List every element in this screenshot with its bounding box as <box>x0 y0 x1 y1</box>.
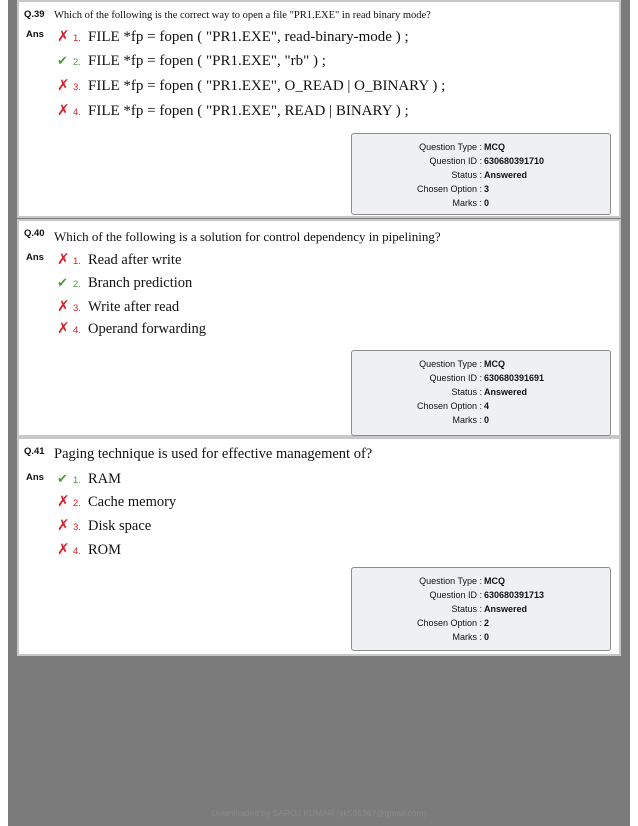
wrong-cross-icon: ✗ <box>57 250 70 268</box>
question-number: Q.41 <box>24 446 45 457</box>
question-type-label: Question Type : <box>419 576 482 586</box>
status-label: Status : <box>451 387 482 397</box>
question-id-label: Question ID : <box>429 590 482 600</box>
option-1 <box>57 471 121 488</box>
correct-check-icon: ✔ <box>57 276 68 291</box>
marks-label: Marks : <box>452 415 482 425</box>
question-block-41 <box>17 437 621 656</box>
answer-label: Ans <box>26 472 44 483</box>
status-value: Answered <box>484 387 528 397</box>
option-number: 2. <box>73 57 81 68</box>
correct-check-icon: ✔ <box>57 472 68 487</box>
option-text: Branch prediction <box>88 275 193 291</box>
marks-value: 0 <box>484 632 490 642</box>
option-3 <box>57 518 151 535</box>
wrong-cross-icon: ✗ <box>57 27 70 45</box>
status-value: Answered <box>484 170 528 180</box>
option-text: Write after read <box>88 299 180 315</box>
question-id-value: 630680391691 <box>484 373 545 383</box>
option-3 <box>57 299 179 316</box>
wrong-cross-icon: ✗ <box>57 492 70 510</box>
option-text: Disk space <box>88 518 152 534</box>
option-number: 1. <box>73 256 81 267</box>
option-text: Cache memory <box>88 494 177 510</box>
option-number: 4. <box>73 325 81 336</box>
wrong-cross-icon: ✗ <box>57 101 70 119</box>
option-number: 4. <box>73 546 81 557</box>
question-id-value: 630680391713 <box>484 590 545 600</box>
option-number: 2. <box>73 279 81 290</box>
question-id-label: Question ID : <box>429 373 482 383</box>
option-4 <box>57 542 121 559</box>
option-2 <box>57 275 192 292</box>
marks-label: Marks : <box>452 632 482 642</box>
option-number: 3. <box>73 522 81 533</box>
question-id-label: Question ID : <box>429 156 482 166</box>
download-footer: Downloaded by SAROJ KUMAR (sk596367@gmail.com) <box>211 808 427 818</box>
option-number: 4. <box>73 107 81 118</box>
status-value: Answered <box>484 604 528 614</box>
marks-value: 0 <box>484 415 490 425</box>
wrong-cross-icon: ✗ <box>57 516 70 534</box>
chosen-option-value: 3 <box>484 184 490 194</box>
chosen-option-value: 4 <box>484 401 490 411</box>
wrong-cross-icon: ✗ <box>57 319 70 337</box>
marks-value: 0 <box>484 198 490 208</box>
answer-label: Ans <box>26 252 44 263</box>
wrong-cross-icon: ✗ <box>57 76 70 94</box>
question-info-panel <box>351 133 611 215</box>
option-number: 2. <box>73 498 81 509</box>
question-type-label: Question Type : <box>419 359 482 369</box>
chosen-option-value: 2 <box>484 618 490 628</box>
option-text: RAM <box>88 471 122 487</box>
option-1 <box>57 29 409 46</box>
option-3 <box>57 78 445 95</box>
option-text: FILE *fp = fopen ( "PR1.EXE", O_READ | O_BINARY ) ; <box>88 78 446 94</box>
question-number: Q.39 <box>24 9 45 20</box>
question-number: Q.40 <box>24 228 45 239</box>
option-text: FILE *fp = fopen ( "PR1.EXE", "rb" ) ; <box>88 53 326 69</box>
question-block-39 <box>17 0 621 218</box>
status-label: Status : <box>451 170 482 180</box>
wrong-cross-icon: ✗ <box>57 297 70 315</box>
option-text: Operand forwarding <box>88 321 206 337</box>
option-text: FILE *fp = fopen ( "PR1.EXE", READ | BINARY ) ; <box>88 103 409 119</box>
option-number: 1. <box>73 33 81 44</box>
question-text: Which of the following is the correct way to open a file "PR1.EXE" in read binary mode? <box>54 10 431 21</box>
option-1 <box>57 252 181 269</box>
wrong-cross-icon: ✗ <box>57 540 70 558</box>
option-2 <box>57 494 176 511</box>
option-number: 3. <box>73 303 81 314</box>
marks-label: Marks : <box>452 198 482 208</box>
question-type-value: MCQ <box>484 142 505 152</box>
question-text: Which of the following is a solution for control dependency in pipelining? <box>54 229 441 244</box>
correct-check-icon: ✔ <box>57 54 68 69</box>
option-text: FILE *fp = fopen ( "PR1.EXE", read-binary-mode ) ; <box>88 29 409 45</box>
option-number: 3. <box>73 82 81 93</box>
question-id-value: 630680391710 <box>484 156 545 166</box>
question-type-label: Question Type : <box>419 142 482 152</box>
status-label: Status : <box>451 604 482 614</box>
chosen-option-label: Chosen Option : <box>416 401 482 411</box>
question-type-value: MCQ <box>484 359 505 369</box>
option-2 <box>57 53 326 70</box>
question-text: Paging technique is used for effective management of? <box>54 446 373 462</box>
question-block-40 <box>17 219 621 437</box>
chosen-option-label: Chosen Option : <box>416 184 482 194</box>
question-info-panel <box>351 350 611 436</box>
chosen-option-label: Chosen Option : <box>416 618 482 628</box>
answer-label: Ans <box>26 29 44 40</box>
option-4 <box>57 103 409 120</box>
question-type-value: MCQ <box>484 576 505 586</box>
option-text: Read after write <box>88 252 182 268</box>
question-info-panel <box>351 567 611 651</box>
option-text: ROM <box>88 542 122 558</box>
option-number: 1. <box>73 475 81 486</box>
option-4 <box>57 321 206 338</box>
